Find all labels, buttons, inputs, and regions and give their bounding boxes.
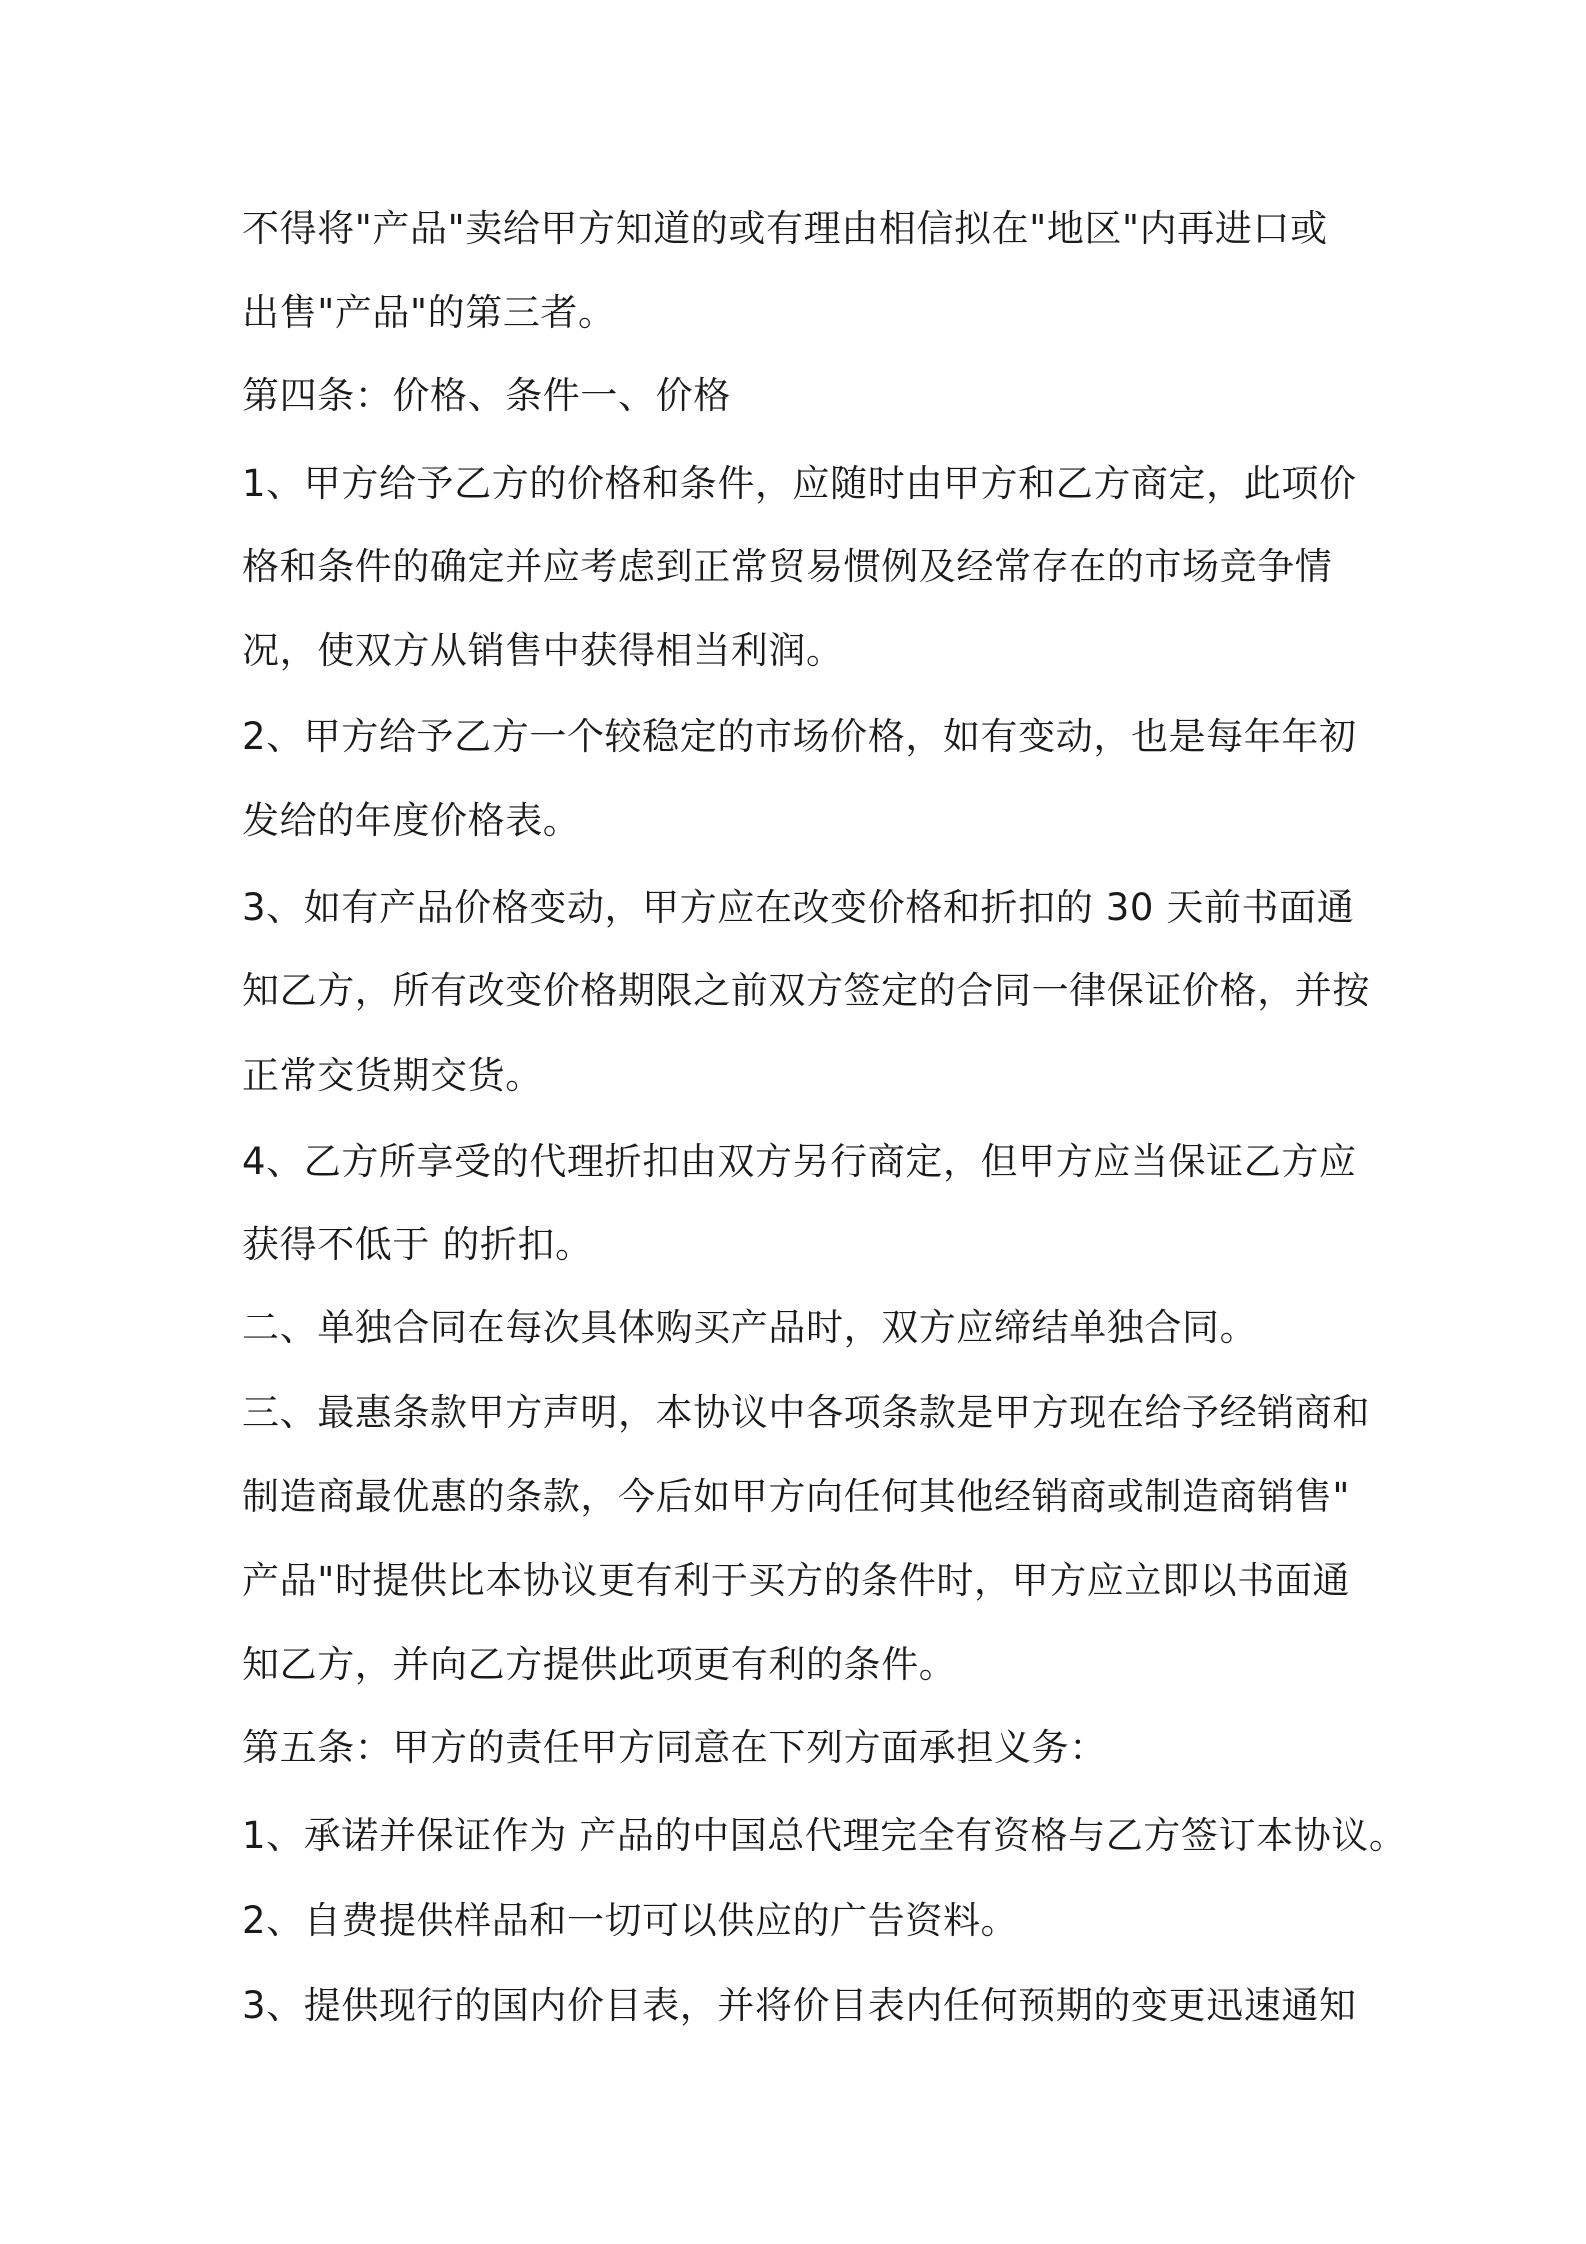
text-line: 出售"产品"的第三者。 [242, 291, 616, 334]
text-line: 2、甲方给予乙方一个较稳定的市场价格，如有变动，也是每年年初 [242, 715, 1357, 758]
text-line: 获得不低于 的折扣。 [242, 1223, 593, 1266]
text-line: 制造商最优惠的条款，今后如甲方向任何其他经销商或制造商销售" [242, 1475, 1351, 1518]
text-line: 2、自费提供样品和一切可以供应的广告资料。 [242, 1899, 1019, 1942]
text-line: 正常交货期交货。 [242, 1054, 543, 1097]
text-line: 格和条件的确定并应考虑到正常贸易惯例及经常存在的市场竞争情 [242, 545, 1333, 588]
text-line: 知乙方，所有改变价格期限之前双方签定的合同一律保证价格，并按 [242, 969, 1370, 1012]
text-line: 3、如有产品价格变动，甲方应在改变价格和折扣的 30 天前书面通 [242, 886, 1355, 929]
article-heading: 第四条：价格、条件一、价格 [242, 374, 731, 417]
text-line: 产品"时提供比本协议更有利于买方的条件时，甲方应立即以书面通 [242, 1559, 1351, 1602]
text-line: 况，使双方从销售中获得相当利润。 [242, 629, 844, 672]
text-line: 发给的年度价格表。 [242, 799, 581, 842]
text-line: 不得将"产品"卖给甲方知道的或有理由相信拟在"地区"内再进口或 [242, 207, 1328, 250]
text-line: 三、最惠条款甲方声明，本协议中各项条款是甲方现在给予经销商和 [242, 1391, 1370, 1434]
text-line: 3、提供现行的国内价目表，并将价目表内任何预期的变更迅速通知 [242, 1984, 1357, 2027]
article-heading: 第五条：甲方的责任甲方同意在下列方面承担义务： [242, 1726, 1107, 1769]
text-line: 知乙方，并向乙方提供此项更有利的条件。 [242, 1643, 957, 1686]
text-line: 1、甲方给予乙方的价格和条件，应随时由甲方和乙方商定，此项价 [242, 462, 1357, 505]
text-line: 1、承诺并保证作为 产品的中国总代理完全有资格与乙方签订本协议。 [242, 1814, 1407, 1857]
text-line: 二、单独合同在每次具体购买产品时，双方应缔结单独合同。 [242, 1306, 1258, 1349]
text-line: 4、乙方所享受的代理折扣由双方另行商定，但甲方应当保证乙方应 [242, 1140, 1357, 1183]
